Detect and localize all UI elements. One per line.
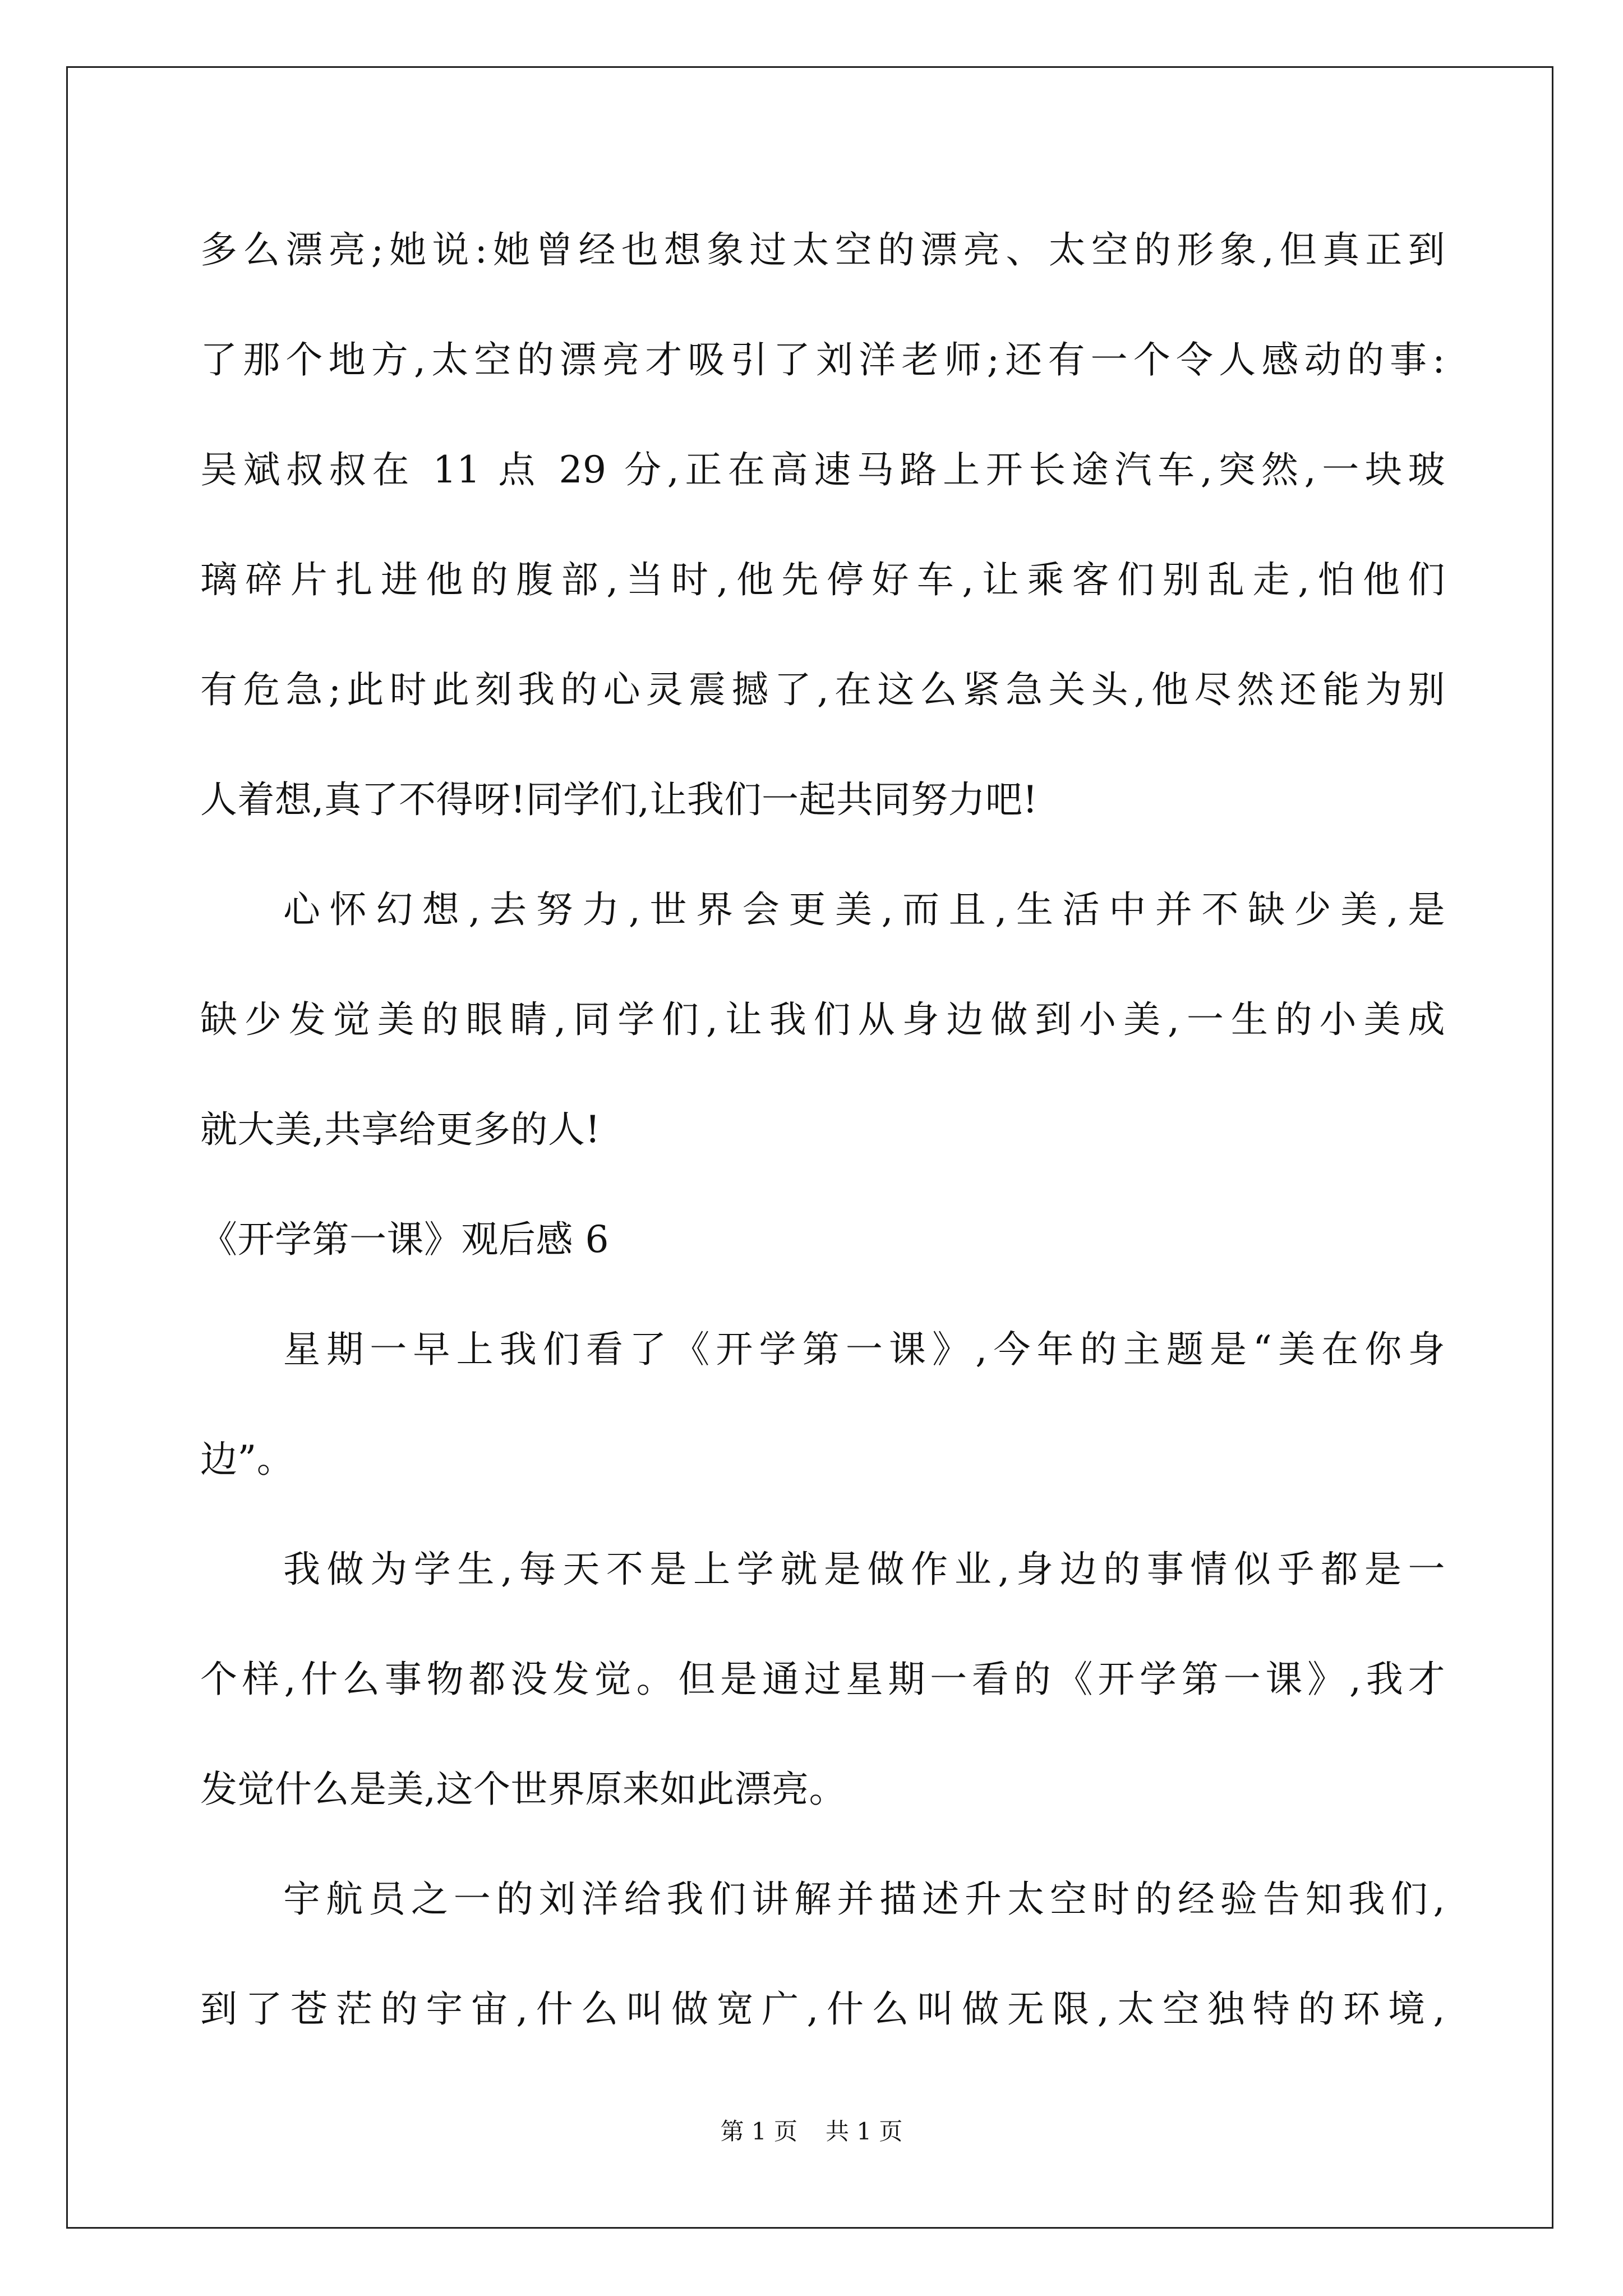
text-line: 多么漂亮;她说:她曾经也想象过太空的漂亮、太空的形象,但真正到 bbox=[200, 228, 1445, 272]
text-line: 边”。 bbox=[200, 1438, 294, 1481]
document-body bbox=[200, 213, 1445, 2082]
paragraph-start-line: 宇航员之一的刘洋给我们讲解并描述升太空时的经验告知我们, bbox=[283, 1878, 1445, 1921]
page-count: 共 1 页 bbox=[826, 2118, 903, 2145]
paragraph-start-line: 我做为学生,每天不是上学就是做作业,身边的事情似乎都是一 bbox=[283, 1548, 1445, 1591]
text-line: 璃碎片扎进他的腹部,当时,他先停好车,让乘客们别乱走,怕他们 bbox=[200, 558, 1445, 601]
text-line: 发觉什么是美,这个世界原来如此漂亮。 bbox=[200, 1768, 846, 1811]
page-footer bbox=[0, 2115, 1623, 2148]
paragraph-start-line: 星期一早上我们看了《开学第一课》,今年的主题是“美在你身 bbox=[283, 1328, 1445, 1371]
text-line: 了那个地方,太空的漂亮才吸引了刘洋老师;还有一个令人感动的事: bbox=[200, 338, 1445, 381]
text-line: 缺少发觉美的眼睛,同学们,让我们从身边做到小美,一生的小美成 bbox=[200, 998, 1445, 1041]
text-line: 人着想,真了不得呀!同学们,让我们一起共同努力吧! bbox=[200, 778, 1038, 821]
text-line: 吴斌叔叔在 11 点 29 分,正在高速马路上开长途汽车,突然,一块玻 bbox=[200, 448, 1445, 491]
paragraph-start-line: 心怀幻想,去努力,世界会更美,而且,生活中并不缺少美,是 bbox=[283, 888, 1445, 931]
page-number: 第 1 页 bbox=[720, 2118, 797, 2145]
text-line: 个样,什么事物都没发觉。但是通过星期一看的《开学第一课》,我才 bbox=[200, 1658, 1445, 1701]
section-heading: 《开学第一课》观后感 6 bbox=[200, 1218, 609, 1261]
text-line: 有危急;此时此刻我的心灵震撼了,在这么紧急关头,他尽然还能为别 bbox=[200, 668, 1445, 711]
text-line: 到了苍茫的宇宙,什么叫做宽广,什么叫做无限,太空独特的环境, bbox=[200, 1987, 1445, 2031]
text-line: 就大美,共享给更多的人! bbox=[200, 1108, 601, 1151]
